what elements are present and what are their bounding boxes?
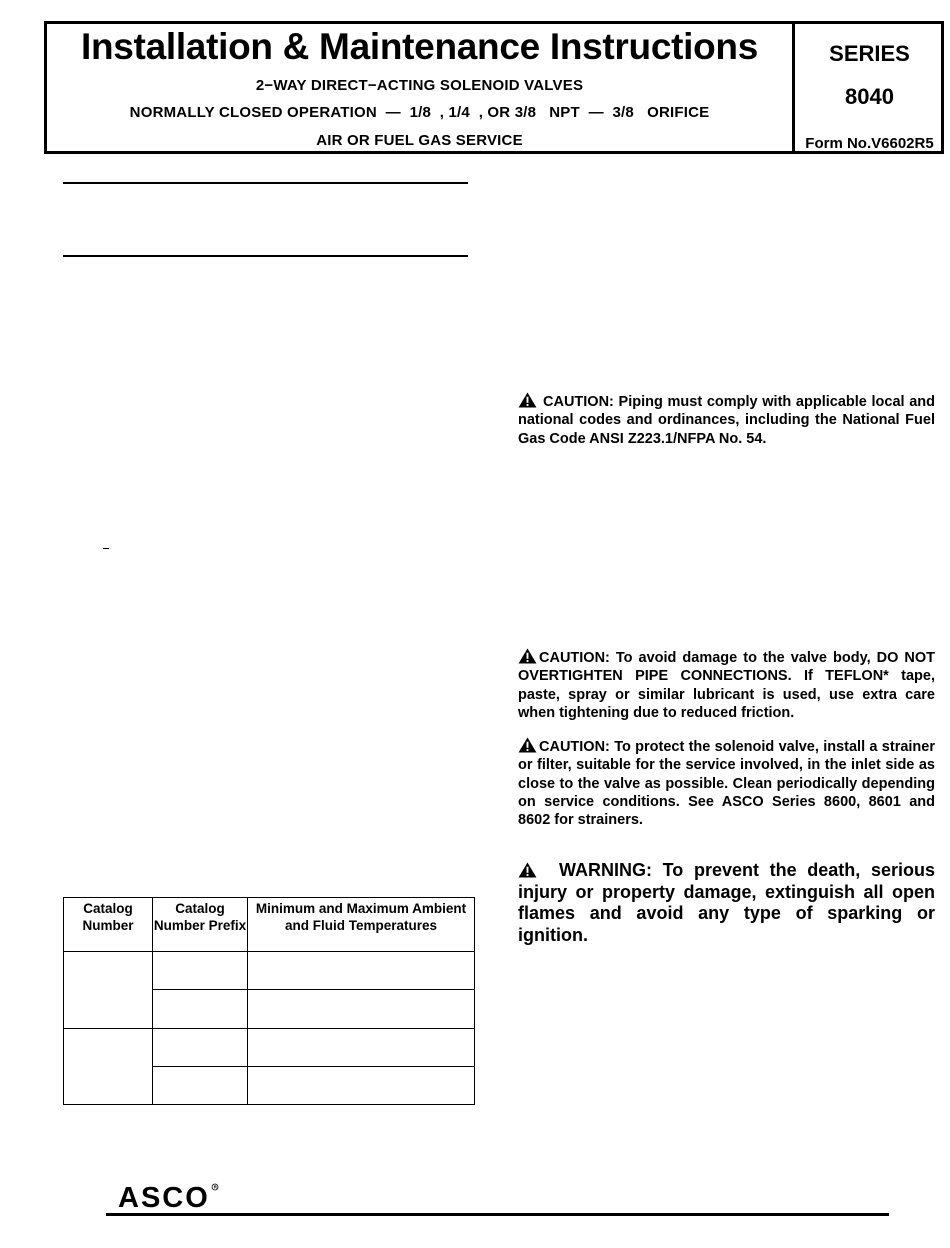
table-cell	[248, 1066, 475, 1104]
warning-triangle-icon	[518, 648, 537, 664]
subtitle-service: AIR OR FUEL GAS SERVICE	[316, 132, 523, 149]
warning-triangle-icon	[518, 737, 537, 753]
table-cell	[153, 1028, 248, 1066]
series-label: SERIES	[829, 41, 910, 66]
table-cell	[248, 990, 475, 1028]
header-catalog-number: Catalog Number	[64, 898, 153, 952]
table-row	[64, 1028, 475, 1066]
subtitle-valve-type: 2−WAY DIRECT−ACTING SOLENOID VALVES	[255, 77, 584, 94]
table-cell	[153, 952, 248, 990]
document-title: Installation & Maintenance Instructions	[80, 26, 758, 67]
table-cell	[248, 1028, 475, 1066]
caution-strainer-note	[518, 737, 935, 829]
form-number: Form No.V6602R5	[805, 135, 934, 152]
header-catalog-prefix: Catalog Number Prefix	[153, 898, 248, 952]
table-cell	[153, 1066, 248, 1104]
table-cell	[153, 990, 248, 1028]
table-header-row	[64, 898, 475, 952]
section-rule-top	[63, 182, 468, 184]
footer-rule	[106, 1213, 889, 1216]
caution-strainer-text: CAUTION: To protect the solenoid valve, install a strainer or filter, suitable for the service involved, in the inlet side as close to the valve as possible. Clean periodically depending on service conditions. See ASCO Series 8600, 8601 and 8602 for strainers.	[518, 739, 935, 829]
stray-dash	[103, 548, 109, 549]
table-cell	[64, 952, 153, 1029]
caution-piping-note	[518, 392, 935, 448]
table-cell	[248, 952, 475, 990]
subtitle-operation: NORMALLY CLOSED OPERATION — 1/8 , 1/4 , OR 3/8 NPT — 3/8 ORIFICE	[129, 104, 710, 121]
asco-logo	[118, 1181, 220, 1211]
document-header	[44, 21, 944, 154]
table-cell	[64, 1028, 153, 1105]
caution-overtighten-note	[518, 648, 935, 722]
header-temperatures: Minimum and Maximum Ambient and Fluid Temperatures	[248, 898, 475, 952]
series-number: 8040	[845, 84, 894, 109]
warning-triangle-icon	[518, 862, 537, 878]
temperature-table	[63, 897, 475, 1105]
svg-text:ASCO: ASCO	[118, 1182, 210, 1211]
warning-triangle-icon	[518, 392, 537, 408]
warning-flames-text: WARNING: To prevent the death, serious injury or property damage, extinguish all open flames and avoid any type of sparking or ignition.	[518, 860, 935, 945]
section-rule-bottom	[63, 255, 468, 257]
caution-overtighten-text: CAUTION: To avoid damage to the valve body, DO NOT OVERTIGHTEN PIPE CONNECTIONS. If TEFLON* tape, paste, spray or similar lubricant is used, use extra care when tightening due to reduced friction.	[518, 650, 935, 721]
caution-piping-text: CAUTION: Piping must comply with applicable local and national codes and ordinances, including the National Fuel Gas Code ANSI Z223.1/NFPA No. 54.	[518, 394, 935, 447]
warning-flames-note	[518, 860, 935, 946]
svg-text:R: R	[213, 1184, 217, 1190]
table-row	[64, 952, 475, 990]
